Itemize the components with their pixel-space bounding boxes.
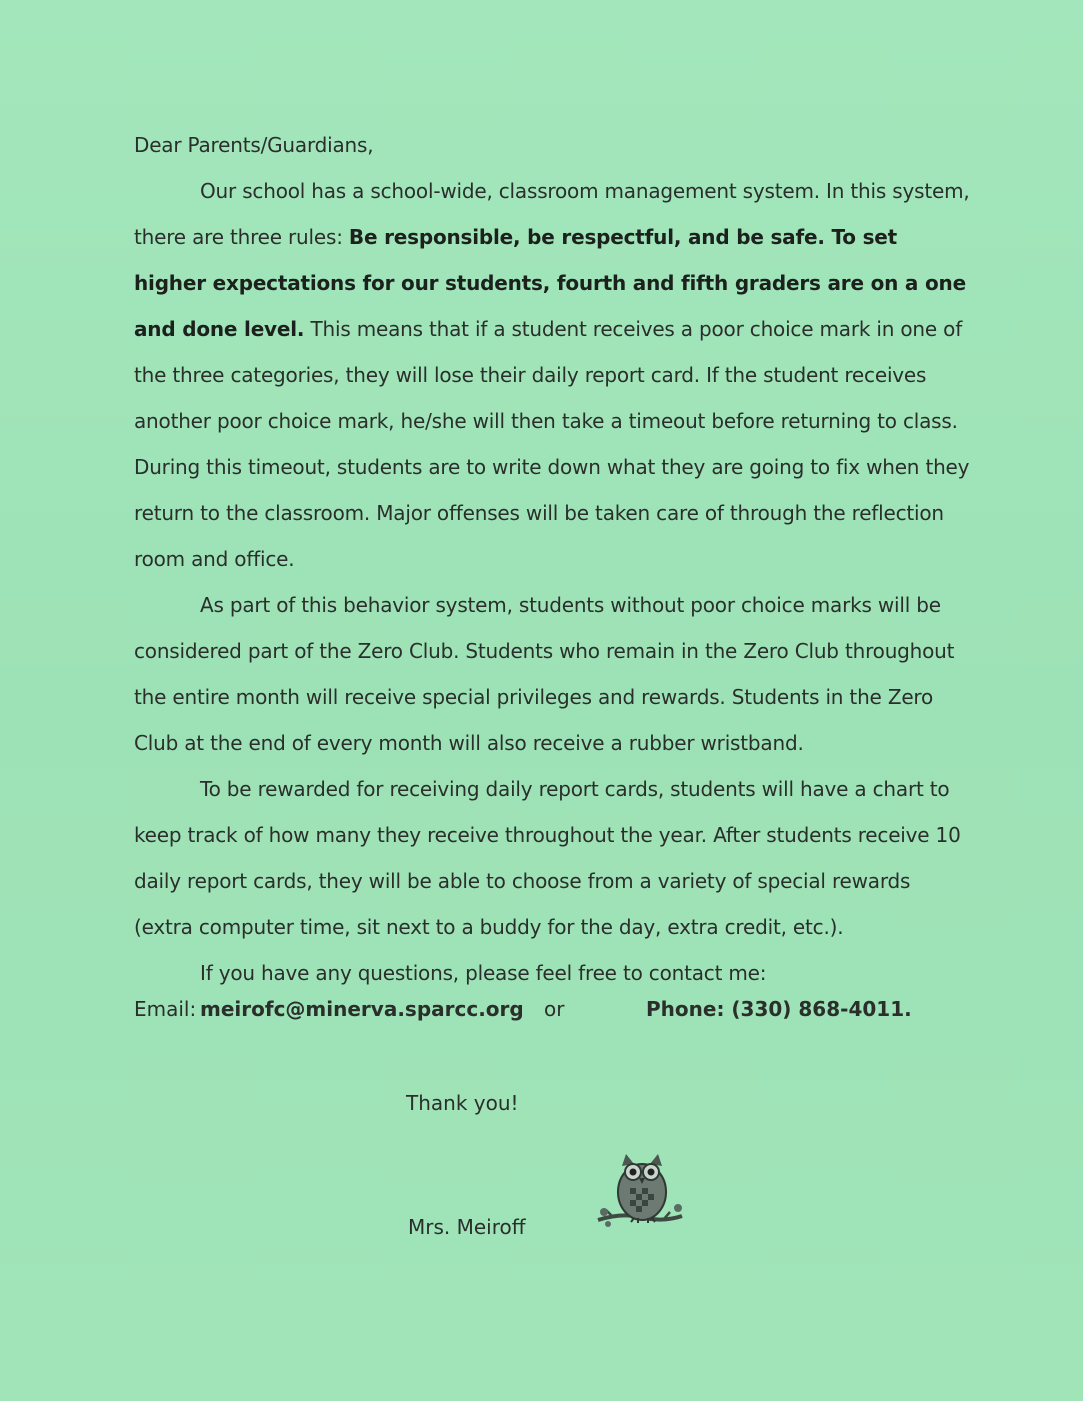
letter-body: [134, 122, 974, 996]
signature: Mrs. Meiroff: [408, 1215, 526, 1239]
contact-row: [134, 986, 974, 1032]
paragraph-rewards: To be rewarded for receiving daily report cards, students will have a chart to keep track of how many they receive throughout the year. After students receive 10 daily report cards, they will be able to choose from a variety of special rewards (extra computer time, sit next to a buddy for the day, extra credit, etc.).: [134, 777, 961, 939]
paragraph-zero-club: As part of this behavior system, students without poor choice marks will be considered part of the Zero Club. Students who remain in the Zero Club throughout the entire month will receive special privileges and rewards. Students in the Zero Club at the end of every month will also receive a rubber wristband.: [134, 593, 955, 755]
rules-bold-text: Be responsible, be respectful, and be safe. To set higher expectations for our students, fourth and fifth graders are on a one and done level.: [134, 225, 966, 341]
paragraph-rules-rest: This means that if a student receives a poor choice mark in one of the three categories, they will lose their daily report card. If the student receives another poor choice mark, he/she will then take a timeout before returning to class. During this timeout, students are to write down what they are going to fix when they return to the classroom. Major offenses will be taken care of through the reflection room and office.: [134, 317, 970, 571]
owl-icon: [594, 1146, 686, 1234]
email-label: Email:: [134, 997, 197, 1021]
paragraph-rules-intro: Our school has a school-wide, classroom management system. In this system, there are three rules:: [134, 179, 970, 249]
salutation: Dear Parents/Guardians,: [134, 133, 374, 157]
closing-thanks: Thank you!: [406, 1091, 519, 1115]
paragraph-rules: [134, 168, 974, 582]
phone-number: Phone: (330) 868-4011.: [646, 997, 912, 1021]
paragraph-questions: If you have any questions, please feel free to contact me:: [200, 961, 767, 985]
email-address: meirofc@minerva.sparcc.org: [200, 997, 524, 1021]
or-separator: or: [544, 997, 565, 1021]
